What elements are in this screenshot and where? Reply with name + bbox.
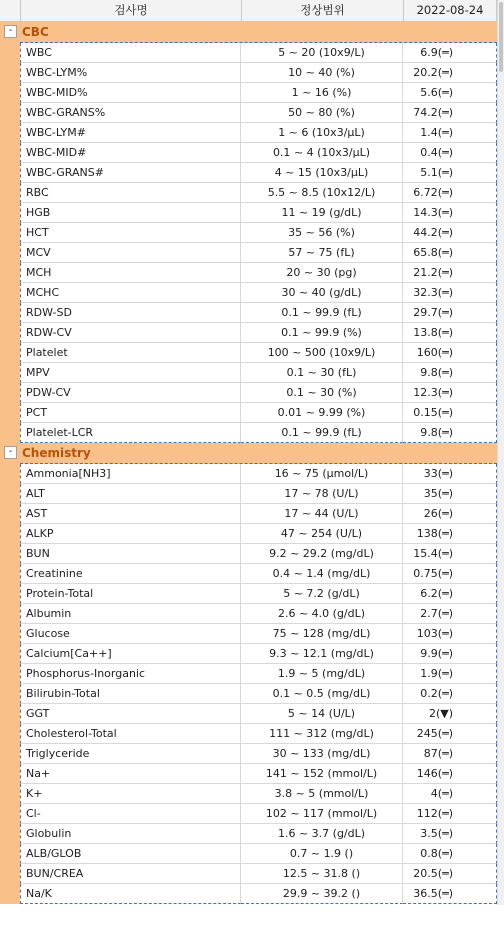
table-row[interactable] (0, 884, 497, 904)
normal-range-cell[interactable]: 3.8 ~ 5 (mmol/L) (241, 784, 403, 804)
test-name-cell[interactable]: MCHC (20, 283, 241, 303)
row-gutter (0, 303, 20, 323)
result-value-cell[interactable]: 4(═) (403, 784, 497, 804)
test-name-cell[interactable]: HCT (20, 223, 241, 243)
result-value-cell[interactable]: 32.3(═) (403, 283, 497, 303)
normal-range-cell[interactable]: 0.01 ~ 9.99 (%) (241, 403, 403, 423)
result-value-cell[interactable]: 9.8(═) (403, 363, 497, 383)
row-gutter (0, 564, 20, 584)
test-name-cell[interactable]: Glucose (20, 624, 241, 644)
table-row[interactable] (0, 764, 497, 784)
normal-range-cell[interactable]: 0.1 ~ 99.9 (fL) (241, 423, 403, 443)
normal-range-cell[interactable]: 0.4 ~ 1.4 (mg/dL) (241, 564, 403, 584)
normal-range-cell[interactable]: 0.1 ~ 99.9 (fL) (241, 303, 403, 323)
test-name-cell[interactable]: Triglyceride (20, 744, 241, 764)
result-value-cell[interactable]: 3.5(═) (403, 824, 497, 844)
scrollbar-thumb[interactable] (499, 2, 503, 72)
normal-range-cell[interactable]: 12.5 ~ 31.8 () (241, 864, 403, 884)
table-row[interactable] (0, 484, 497, 504)
normal-range-cell[interactable]: 5 ~ 20 (10x9/L) (241, 43, 403, 63)
test-name-cell[interactable]: BUN/CREA (20, 864, 241, 884)
table-row[interactable] (0, 544, 497, 564)
test-name-cell[interactable]: Phosphorus-Inorganic (20, 664, 241, 684)
table-row[interactable] (0, 744, 497, 764)
row-gutter (0, 163, 20, 183)
result-value-cell[interactable]: 14.3(═) (403, 203, 497, 223)
result-value-cell[interactable]: 2(▼) (403, 704, 497, 724)
row-gutter (0, 764, 20, 784)
row-gutter (0, 504, 20, 524)
normal-range-cell[interactable]: 111 ~ 312 (mg/dL) (241, 724, 403, 744)
result-value-cell[interactable]: 6.72(═) (403, 183, 497, 203)
table-row[interactable] (0, 604, 497, 624)
test-name-cell[interactable]: Cholesterol-Total (20, 724, 241, 744)
header-date[interactable]: 2022-08-24 (403, 0, 497, 21)
normal-range-cell[interactable]: 5 ~ 7.2 (g/dL) (241, 584, 403, 604)
normal-range-cell[interactable]: 1.6 ~ 3.7 (g/dL) (241, 824, 403, 844)
result-value-cell[interactable]: 112(═) (403, 804, 497, 824)
normal-range-cell[interactable]: 9.3 ~ 12.1 (mg/dL) (241, 644, 403, 664)
table-row[interactable] (0, 824, 497, 844)
row-gutter (0, 43, 20, 63)
row-gutter (0, 263, 20, 283)
table-row[interactable] (0, 123, 497, 143)
result-value-cell[interactable]: 9.8(═) (403, 423, 497, 443)
result-value-cell[interactable]: 0.8(═) (403, 844, 497, 864)
table-row[interactable] (0, 203, 497, 223)
row-gutter (0, 524, 20, 544)
table-row[interactable] (0, 343, 497, 363)
test-name-cell[interactable]: WBC (20, 43, 241, 63)
table-row[interactable] (0, 524, 497, 544)
table-row[interactable] (0, 283, 497, 303)
test-name-cell[interactable]: RDW-CV (20, 323, 241, 343)
test-name-cell[interactable]: WBC-LYM% (20, 63, 241, 83)
test-name-cell[interactable]: WBC-LYM# (20, 123, 241, 143)
test-name-cell[interactable]: Albumin (20, 604, 241, 624)
group-label: Chemistry (22, 446, 91, 460)
table-row[interactable] (0, 684, 497, 704)
result-value-cell[interactable]: 6.9(═) (403, 43, 497, 63)
normal-range-cell[interactable]: 0.1 ~ 30 (%) (241, 383, 403, 403)
result-value-cell[interactable]: 103(═) (403, 624, 497, 644)
row-gutter (0, 624, 20, 644)
result-value-cell[interactable]: 36.5(═) (403, 884, 497, 904)
normal-range-cell[interactable]: 1 ~ 16 (%) (241, 83, 403, 103)
result-value-cell[interactable]: 74.2(═) (403, 103, 497, 123)
normal-range-cell[interactable]: 1 ~ 6 (10x3/μL) (241, 123, 403, 143)
table-row[interactable] (0, 664, 497, 684)
table-row[interactable] (0, 183, 497, 203)
normal-range-cell[interactable]: 30 ~ 40 (g/dL) (241, 283, 403, 303)
result-value-cell[interactable]: 2.7(═) (403, 604, 497, 624)
test-name-cell[interactable]: MCH (20, 263, 241, 283)
test-name-cell[interactable]: Platelet-LCR (20, 423, 241, 443)
test-name-cell[interactable]: PCT (20, 403, 241, 423)
collapse-toggle-icon[interactable]: - (4, 446, 17, 459)
row-gutter (0, 744, 20, 764)
test-name-cell[interactable]: WBC-MID% (20, 83, 241, 103)
table-row[interactable] (0, 564, 497, 584)
normal-range-cell[interactable]: 75 ~ 128 (mg/dL) (241, 624, 403, 644)
test-name-cell[interactable]: RDW-SD (20, 303, 241, 323)
row-gutter (0, 143, 20, 163)
row-gutter (0, 484, 20, 504)
row-gutter (0, 544, 20, 564)
row-gutter (0, 283, 20, 303)
row-gutter (0, 63, 20, 83)
test-name-cell[interactable]: ALKP (20, 524, 241, 544)
row-gutter (0, 644, 20, 664)
test-name-cell[interactable]: Ammonia[NH3] (20, 464, 241, 484)
row-gutter (0, 844, 20, 864)
row-gutter (0, 403, 20, 423)
test-name-cell[interactable]: Na/K (20, 884, 241, 904)
table-row[interactable] (0, 644, 497, 664)
header-normal-range[interactable]: 정상범위 (241, 0, 403, 21)
result-value-cell[interactable]: 245(═) (403, 724, 497, 744)
row-gutter (0, 784, 20, 804)
table-row[interactable] (0, 844, 497, 864)
row-gutter (0, 203, 20, 223)
table-row[interactable] (0, 363, 497, 383)
row-gutter (0, 864, 20, 884)
result-value-cell[interactable]: 138(═) (403, 524, 497, 544)
row-gutter (0, 243, 20, 263)
normal-range-cell[interactable]: 2.6 ~ 4.0 (g/dL) (241, 604, 403, 624)
normal-range-cell[interactable]: 0.1 ~ 99.9 (%) (241, 323, 403, 343)
normal-range-cell[interactable]: 30 ~ 133 (mg/dL) (241, 744, 403, 764)
result-value-cell[interactable]: 0.4(═) (403, 143, 497, 163)
row-gutter (0, 464, 20, 484)
table-row[interactable] (0, 724, 497, 744)
test-name-cell[interactable]: WBC-GRANS% (20, 103, 241, 123)
normal-range-cell[interactable]: 102 ~ 117 (mmol/L) (241, 804, 403, 824)
table-row[interactable] (0, 223, 497, 243)
normal-range-cell[interactable]: 5 ~ 14 (U/L) (241, 704, 403, 724)
table-row[interactable] (0, 624, 497, 644)
test-name-cell[interactable]: Bilirubin-Total (20, 684, 241, 704)
result-value-cell[interactable]: 12.3(═) (403, 383, 497, 403)
normal-range-cell[interactable]: 47 ~ 254 (U/L) (241, 524, 403, 544)
row-gutter (0, 704, 20, 724)
result-value-cell[interactable]: 13.8(═) (403, 323, 497, 343)
header-gutter (0, 0, 20, 21)
normal-range-cell[interactable]: 100 ~ 500 (10x9/L) (241, 343, 403, 363)
test-name-cell[interactable]: Platelet (20, 343, 241, 363)
normal-range-cell[interactable]: 20 ~ 30 (pg) (241, 263, 403, 283)
result-value-cell[interactable]: 5.6(═) (403, 83, 497, 103)
row-gutter (0, 664, 20, 684)
result-value-cell[interactable]: 44.2(═) (403, 223, 497, 243)
test-name-cell[interactable]: RBC (20, 183, 241, 203)
table-row[interactable] (0, 323, 497, 343)
table-row[interactable] (0, 864, 497, 884)
test-name-cell[interactable]: MCV (20, 243, 241, 263)
normal-range-cell[interactable]: 5.5 ~ 8.5 (10x12/L) (241, 183, 403, 203)
result-value-cell[interactable]: 26(═) (403, 504, 497, 524)
table-row[interactable] (0, 504, 497, 524)
test-name-cell[interactable]: ALT (20, 484, 241, 504)
row-gutter (0, 323, 20, 343)
normal-range-cell[interactable]: 10 ~ 40 (%) (241, 63, 403, 83)
group-header-chemistry[interactable] (0, 443, 497, 464)
test-name-cell[interactable]: ALB/GLOB (20, 844, 241, 864)
row-gutter (0, 223, 20, 243)
normal-range-cell[interactable]: 1.9 ~ 5 (mg/dL) (241, 664, 403, 684)
result-value-cell[interactable]: 20.5(═) (403, 864, 497, 884)
result-value-cell[interactable]: 20.2(═) (403, 63, 497, 83)
result-value-cell[interactable]: 1.9(═) (403, 664, 497, 684)
result-value-cell[interactable]: 65.8(═) (403, 243, 497, 263)
result-value-cell[interactable]: 0.75(═) (403, 564, 497, 584)
test-name-cell[interactable]: K+ (20, 784, 241, 804)
test-name-cell[interactable]: GGT (20, 704, 241, 724)
result-value-cell[interactable]: 21.2(═) (403, 263, 497, 283)
table-row[interactable] (0, 403, 497, 423)
row-gutter (0, 183, 20, 203)
normal-range-cell[interactable]: 9.2 ~ 29.2 (mg/dL) (241, 544, 403, 564)
result-value-cell[interactable]: 0.15(═) (403, 403, 497, 423)
table-row[interactable] (0, 43, 497, 63)
table-row[interactable] (0, 303, 497, 323)
test-name-cell[interactable]: MPV (20, 363, 241, 383)
test-name-cell[interactable]: Protein-Total (20, 584, 241, 604)
grid-header (0, 0, 497, 22)
test-name-cell[interactable]: AST (20, 504, 241, 524)
row-gutter (0, 343, 20, 363)
normal-range-cell[interactable]: 11 ~ 19 (g/dL) (241, 203, 403, 223)
normal-range-cell[interactable]: 0.7 ~ 1.9 () (241, 844, 403, 864)
row-gutter (0, 383, 20, 403)
result-value-cell[interactable]: 9.9(═) (403, 644, 497, 664)
result-value-cell[interactable]: 6.2(═) (403, 584, 497, 604)
row-gutter (0, 103, 20, 123)
row-gutter (0, 804, 20, 824)
table-row[interactable] (0, 423, 497, 443)
test-name-cell[interactable]: HGB (20, 203, 241, 223)
result-value-cell[interactable]: 87(═) (403, 744, 497, 764)
table-row[interactable] (0, 263, 497, 283)
table-row[interactable] (0, 704, 497, 724)
result-value-cell[interactable]: 5.1(═) (403, 163, 497, 183)
group-header-cbc[interactable] (0, 22, 497, 43)
collapse-toggle-icon[interactable]: - (4, 25, 17, 38)
result-value-cell[interactable]: 0.2(═) (403, 684, 497, 704)
table-row[interactable] (0, 383, 497, 403)
row-gutter (0, 684, 20, 704)
table-row[interactable] (0, 464, 497, 484)
normal-range-cell[interactable]: 0.1 ~ 4 (10x3/μL) (241, 143, 403, 163)
test-name-cell[interactable]: WBC-MID# (20, 143, 241, 163)
test-name-cell[interactable]: Calcium[Ca++] (20, 644, 241, 664)
result-value-cell[interactable]: 29.7(═) (403, 303, 497, 323)
normal-range-cell[interactable]: 16 ~ 75 (μmol/L) (241, 464, 403, 484)
result-value-cell[interactable]: 33(═) (403, 464, 497, 484)
row-gutter (0, 884, 20, 904)
row-gutter (0, 724, 20, 744)
row-gutter (0, 824, 20, 844)
row-gutter (0, 604, 20, 624)
result-value-cell[interactable]: 1.4(═) (403, 123, 497, 143)
table-row[interactable] (0, 63, 497, 83)
result-value-cell[interactable]: 160(═) (403, 343, 497, 363)
table-row[interactable] (0, 83, 497, 103)
table-row[interactable] (0, 584, 497, 604)
normal-range-cell[interactable]: 29.9 ~ 39.2 () (241, 884, 403, 904)
test-name-cell[interactable]: Creatinine (20, 564, 241, 584)
row-gutter (0, 423, 20, 443)
row-gutter (0, 123, 20, 143)
normal-range-cell[interactable]: 4 ~ 15 (10x3/μL) (241, 163, 403, 183)
test-name-cell[interactable]: WBC-GRANS# (20, 163, 241, 183)
normal-range-cell[interactable]: 0.1 ~ 30 (fL) (241, 363, 403, 383)
header-test-name[interactable]: 검사명 (20, 0, 241, 21)
table-row[interactable] (0, 143, 497, 163)
group-label: CBC (22, 25, 49, 39)
table-row[interactable] (0, 804, 497, 824)
result-value-cell[interactable]: 35(═) (403, 484, 497, 504)
table-row[interactable] (0, 163, 497, 183)
normal-range-cell[interactable]: 17 ~ 78 (U/L) (241, 484, 403, 504)
row-gutter (0, 584, 20, 604)
normal-range-cell[interactable]: 50 ~ 80 (%) (241, 103, 403, 123)
table-row[interactable] (0, 243, 497, 263)
normal-range-cell[interactable]: 0.1 ~ 0.5 (mg/dL) (241, 684, 403, 704)
test-name-cell[interactable]: Globulin (20, 824, 241, 844)
result-value-cell[interactable]: 146(═) (403, 764, 497, 784)
row-gutter (0, 363, 20, 383)
vertical-scrollbar[interactable] (497, 0, 504, 905)
test-name-cell[interactable]: BUN (20, 544, 241, 564)
normal-range-cell[interactable]: 57 ~ 75 (fL) (241, 243, 403, 263)
table-row[interactable] (0, 103, 497, 123)
normal-range-cell[interactable]: 141 ~ 152 (mmol/L) (241, 764, 403, 784)
test-name-cell[interactable]: Cl- (20, 804, 241, 824)
row-gutter (0, 83, 20, 103)
normal-range-cell[interactable]: 35 ~ 56 (%) (241, 223, 403, 243)
test-name-cell[interactable]: PDW-CV (20, 383, 241, 403)
result-value-cell[interactable]: 15.4(═) (403, 544, 497, 564)
normal-range-cell[interactable]: 17 ~ 44 (U/L) (241, 504, 403, 524)
table-row[interactable] (0, 784, 497, 804)
grid-body (0, 22, 497, 904)
test-name-cell[interactable]: Na+ (20, 764, 241, 784)
